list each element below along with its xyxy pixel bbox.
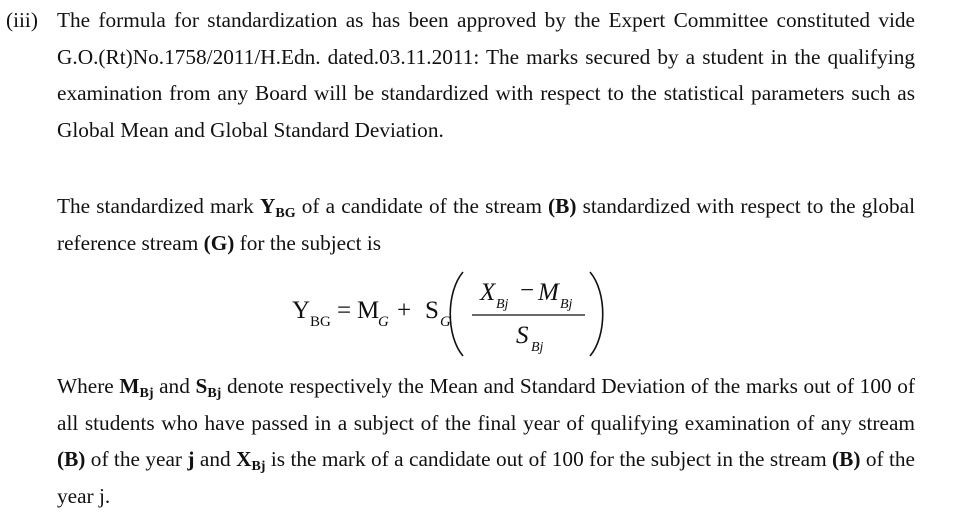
paragraph-standardized-mark: [57, 188, 915, 261]
paragraph-standardization-intro: [57, 2, 915, 148]
text-segment: of the year j.: [57, 447, 915, 508]
formula-numerator-m-subscript: Bj: [560, 297, 573, 312]
formula-sd-subscript: G: [440, 314, 451, 330]
text-segment: is the mark of a candidate out of 100 for the subject in the stream: [265, 447, 833, 471]
formula-svg: [280, 258, 640, 364]
stream-b-label: (B): [832, 447, 861, 471]
left-paren-icon: [450, 272, 463, 356]
paragraph-definitions: [57, 368, 915, 514]
stream-b-label: (B): [57, 447, 86, 471]
formula-plus: +: [397, 297, 412, 324]
text-segment: denote respectively the Mean and Standard Deviation of the marks out of 100 of all students who have passed in a subject of the final year of qualifying examination of any stream: [57, 374, 915, 435]
text-segment: and: [153, 374, 196, 398]
year-j-label: j: [187, 447, 195, 471]
symbol-y-subscript: BG: [275, 206, 296, 221]
paragraph-text: The formula for standardization as has been approved by the Expert Committee constituted vide G.O.(Rt)No.1758/2011/H.Edn. dated.03.11.2011: The marks secured by a student in the qualifying examination from any Board will be standardized with respect to the statistical parameters such as Global Mean and Global Standard Deviation.: [57, 8, 915, 142]
symbol-y: Y: [259, 194, 276, 218]
formula-numerator-x: X: [480, 279, 496, 306]
item-marker: (iii): [6, 8, 38, 32]
right-paren-icon: [590, 272, 603, 356]
symbol-s-subscript: Bj: [207, 386, 222, 401]
standardization-formula: [280, 258, 640, 364]
formula-lhs: Y: [292, 297, 311, 324]
formula-mean-subscript: G: [378, 314, 389, 330]
stream-g-label: (G): [203, 230, 235, 255]
stream-b-label: (B): [548, 194, 577, 218]
symbol-x: X: [236, 447, 252, 471]
text-segment: for the subject is: [234, 230, 382, 255]
formula-denominator: S: [516, 322, 529, 349]
text-segment: standardized with respect to the global reference stream: [57, 194, 916, 255]
symbol-x-subscript: Bj: [251, 459, 266, 474]
symbol-s: S: [195, 374, 208, 398]
formula-lhs-subscript: BG: [310, 314, 331, 330]
formula-sd: S: [425, 297, 439, 324]
text-segment: Where: [57, 374, 120, 398]
symbol-m-subscript: Bj: [139, 386, 154, 401]
formula-numerator-x-subscript: Bj: [496, 297, 509, 312]
formula-denominator-subscript: Bj: [531, 340, 544, 355]
text-segment: and: [194, 447, 237, 471]
formula-mean: M: [357, 297, 380, 324]
symbol-m: M: [119, 374, 140, 398]
text-segment: The standardized mark: [57, 194, 260, 218]
formula-minus: −: [520, 277, 535, 304]
text-segment: of a candidate of the stream: [295, 194, 549, 218]
text-segment: of the year: [85, 447, 188, 471]
formula-equals: =: [337, 297, 352, 324]
formula-numerator-m: M: [538, 279, 559, 306]
